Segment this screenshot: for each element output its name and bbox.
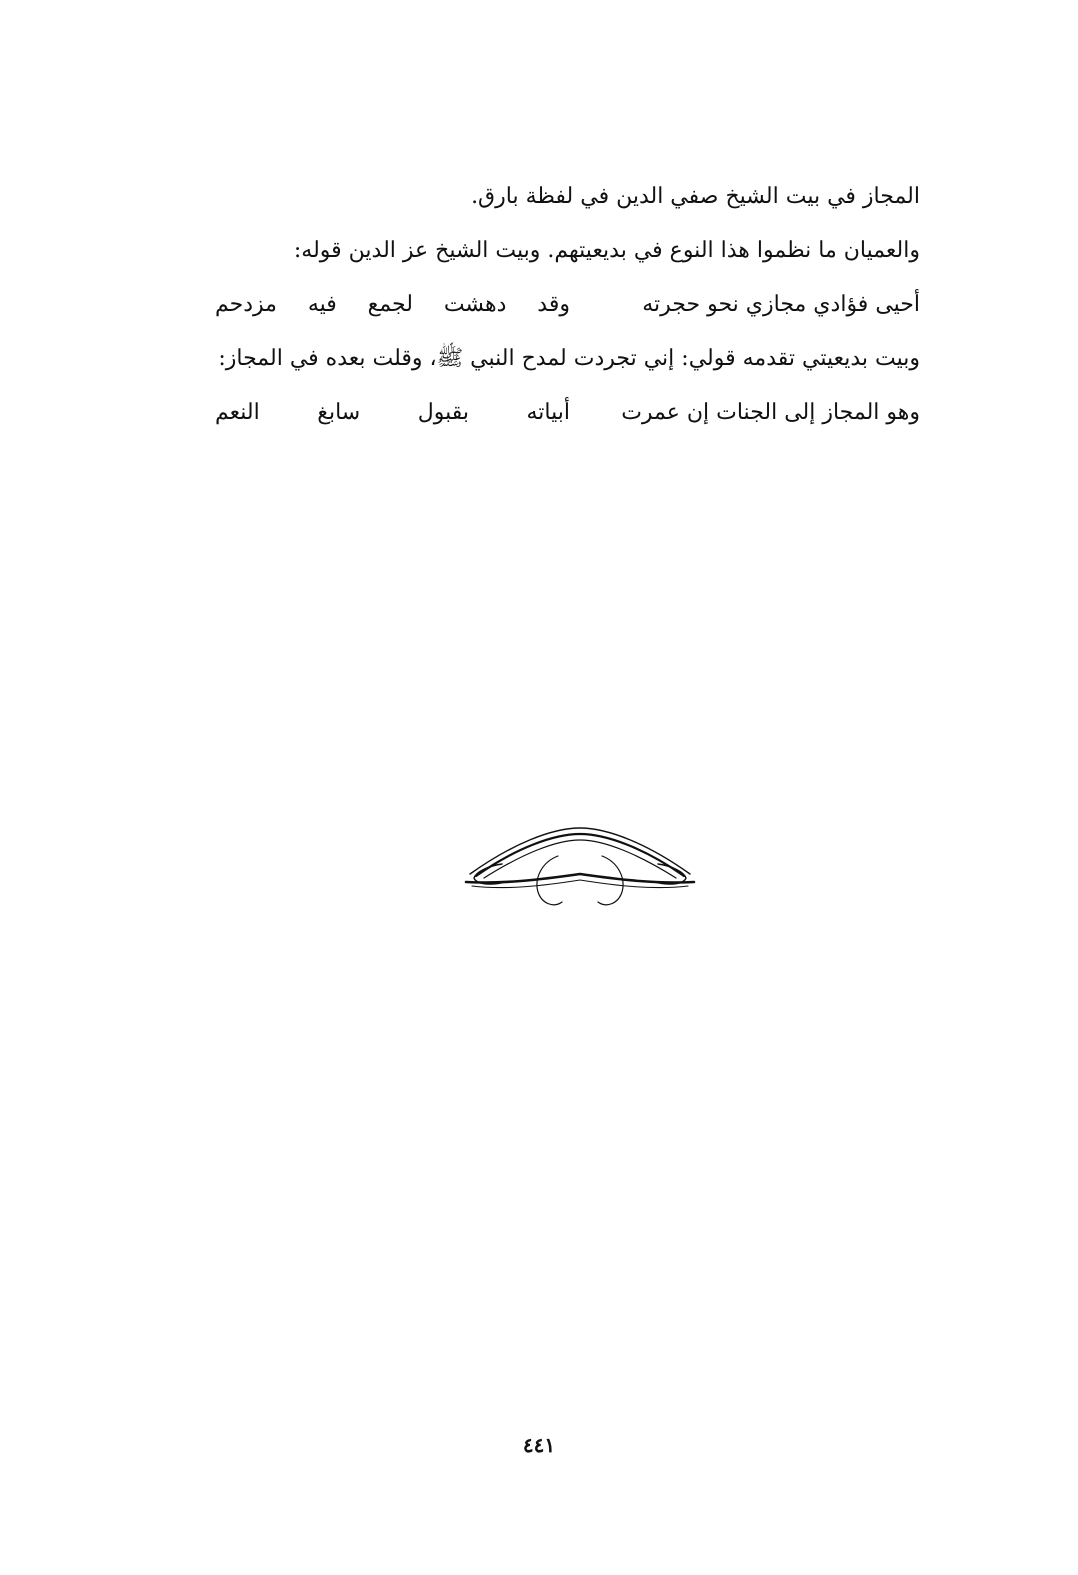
verse-2-first-hemistich: وهو المجاز إلى الجنات إن عمرت — [621, 400, 920, 425]
body-text — [150, 174, 920, 444]
text-line-3: وبيت بديعيتي تقدمه قولي: إني تجردت لمدح النبي ﷺ، وقلت بعده في المجاز: — [218, 346, 920, 371]
page-number: ٤٤١ — [522, 1433, 556, 1457]
verse-1-second-hemistich: وقد دهشت لجمع فيه مزدحم — [215, 292, 570, 317]
verse-1 — [150, 282, 920, 336]
verse-1-first-hemistich: أحيى فؤادي مجازي نحو حجرته — [642, 292, 920, 317]
verse-2-second-hemistich: أبياته بقبول سابغ النعم — [215, 400, 570, 425]
end-ornament-icon — [462, 822, 698, 914]
text-line-1: المجاز في بيت الشيخ صفي الدين في لفظة بارق. — [471, 184, 920, 209]
verse-2 — [150, 390, 920, 444]
text-line-2: والعميان ما نظموا هذا النوع في بديعيتهم. وبيت الشيخ عز الدين قوله: — [293, 238, 920, 263]
